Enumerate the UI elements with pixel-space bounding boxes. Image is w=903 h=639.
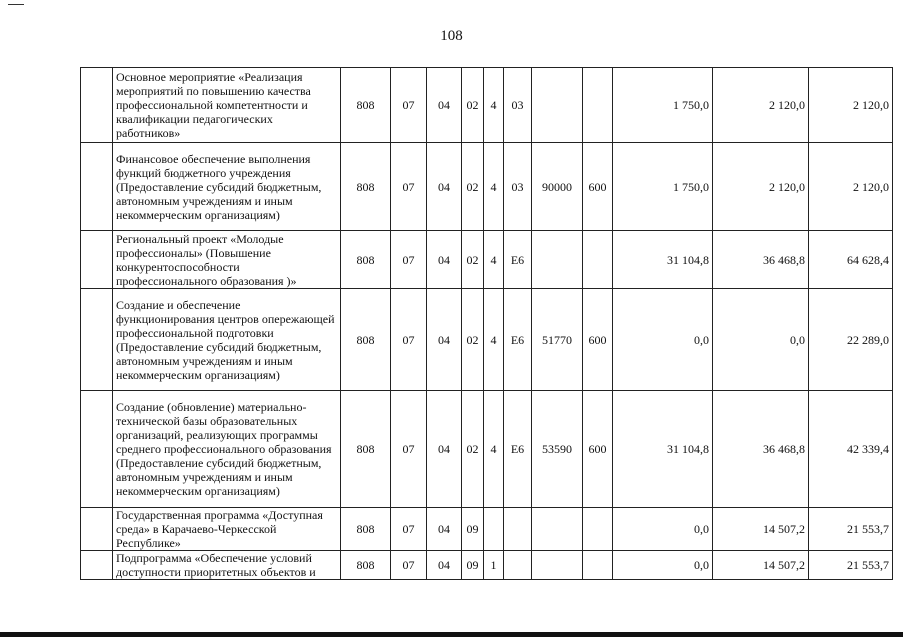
row-index-cell bbox=[81, 551, 113, 580]
cell-amount-1: 1 750,0 bbox=[613, 68, 713, 143]
table-body bbox=[81, 68, 893, 580]
cell-amount-3: 2 120,0 bbox=[809, 68, 893, 143]
cell-name: Создание (обновление) материально-технической базы образовательных организаций, реализующих программы среднего профессионального образования (Предоставление субсидий бюджетным, автономным учреждениям и иным некоммерческим организациям) bbox=[113, 391, 341, 508]
cell-amount-3: 2 120,0 bbox=[809, 143, 893, 231]
cell-amount-2: 36 468,8 bbox=[713, 391, 809, 508]
budget-table bbox=[80, 67, 893, 580]
cell-program: 02 bbox=[462, 391, 484, 508]
cell-subsection: 04 bbox=[427, 68, 462, 143]
cell-expense-type bbox=[583, 68, 613, 143]
cell-name: Региональный проект «Молодые профессионалы» (Повышение конкурентоспособности профессионального образования )» bbox=[113, 231, 341, 289]
cell-amount-3: 21 553,7 bbox=[809, 508, 893, 551]
cell-subprogram: 1 bbox=[484, 551, 504, 580]
cell-ministry: 808 bbox=[341, 289, 391, 391]
cell-program: 02 bbox=[462, 143, 484, 231]
cell-amount-1: 31 104,8 bbox=[613, 391, 713, 508]
cell-amount-3: 42 339,4 bbox=[809, 391, 893, 508]
cell-expense-type: 600 bbox=[583, 143, 613, 231]
cell-amount-2: 36 468,8 bbox=[713, 231, 809, 289]
cell-section: 07 bbox=[391, 143, 427, 231]
row-index-cell bbox=[81, 391, 113, 508]
cell-direction bbox=[532, 68, 583, 143]
cell-name: Основное мероприятие «Реализация мероприятий по повышению качества профессиональной компетентности и квалификации педагогических работников» bbox=[113, 68, 341, 143]
cell-name: Подпрограмма «Обеспечение условий доступности приоритетных объектов и bbox=[113, 551, 341, 580]
cell-direction: 51770 bbox=[532, 289, 583, 391]
table-row bbox=[81, 68, 893, 143]
cell-expense-type bbox=[583, 551, 613, 580]
cell-section: 07 bbox=[391, 508, 427, 551]
cell-ministry: 808 bbox=[341, 143, 391, 231]
table-row bbox=[81, 231, 893, 289]
row-index-cell bbox=[81, 508, 113, 551]
cell-direction: 90000 bbox=[532, 143, 583, 231]
cell-amount-3: 21 553,7 bbox=[809, 551, 893, 580]
cell-direction bbox=[532, 551, 583, 580]
cell-name: Государственная программа «Доступная среда» в Карачаево-Черкесской Республике» bbox=[113, 508, 341, 551]
cell-subprogram bbox=[484, 508, 504, 551]
cell-name: Финансовое обеспечение выполнения функций бюджетного учреждения (Предоставление субсидий бюджетным, автономным учреждениям и иным некоммерческим организациям) bbox=[113, 143, 341, 231]
cell-direction bbox=[532, 231, 583, 289]
cell-section: 07 bbox=[391, 551, 427, 580]
cell-expense-type bbox=[583, 231, 613, 289]
page-number: 108 bbox=[440, 28, 463, 44]
cell-section: 07 bbox=[391, 289, 427, 391]
cell-event bbox=[504, 508, 532, 551]
cell-expense-type: 600 bbox=[583, 391, 613, 508]
bottom-edge-bar bbox=[0, 632, 903, 637]
cell-ministry: 808 bbox=[341, 551, 391, 580]
cell-event: Е6 bbox=[504, 289, 532, 391]
cell-subsection: 04 bbox=[427, 289, 462, 391]
row-index-cell bbox=[81, 143, 113, 231]
row-index-cell bbox=[81, 289, 113, 391]
table-row bbox=[81, 289, 893, 391]
cell-expense-type: 600 bbox=[583, 289, 613, 391]
cell-program: 09 bbox=[462, 508, 484, 551]
table-row bbox=[81, 391, 893, 508]
corner-mark bbox=[8, 4, 24, 5]
cell-amount-2: 0,0 bbox=[713, 289, 809, 391]
cell-section: 07 bbox=[391, 231, 427, 289]
cell-subprogram: 4 bbox=[484, 143, 504, 231]
cell-amount-1: 0,0 bbox=[613, 508, 713, 551]
cell-amount-2: 14 507,2 bbox=[713, 508, 809, 551]
cell-subsection: 04 bbox=[427, 391, 462, 508]
cell-amount-1: 0,0 bbox=[613, 289, 713, 391]
cell-subsection: 04 bbox=[427, 143, 462, 231]
cell-event: 03 bbox=[504, 68, 532, 143]
cell-subsection: 04 bbox=[427, 551, 462, 580]
cell-direction: 53590 bbox=[532, 391, 583, 508]
cell-expense-type bbox=[583, 508, 613, 551]
table-row bbox=[81, 508, 893, 551]
cell-subprogram: 4 bbox=[484, 391, 504, 508]
cell-amount-2: 14 507,2 bbox=[713, 551, 809, 580]
cell-amount-1: 0,0 bbox=[613, 551, 713, 580]
cell-ministry: 808 bbox=[341, 68, 391, 143]
cell-amount-1: 1 750,0 bbox=[613, 143, 713, 231]
cell-amount-2: 2 120,0 bbox=[713, 143, 809, 231]
cell-section: 07 bbox=[391, 391, 427, 508]
cell-event: Е6 bbox=[504, 231, 532, 289]
cell-ministry: 808 bbox=[341, 508, 391, 551]
row-index-cell bbox=[81, 68, 113, 143]
cell-subprogram: 4 bbox=[484, 289, 504, 391]
cell-ministry: 808 bbox=[341, 231, 391, 289]
cell-amount-3: 22 289,0 bbox=[809, 289, 893, 391]
cell-event bbox=[504, 551, 532, 580]
cell-ministry: 808 bbox=[341, 391, 391, 508]
cell-event: Е6 bbox=[504, 391, 532, 508]
cell-program: 02 bbox=[462, 68, 484, 143]
row-index-cell bbox=[81, 231, 113, 289]
cell-event: 03 bbox=[504, 143, 532, 231]
cell-amount-2: 2 120,0 bbox=[713, 68, 809, 143]
cell-subsection: 04 bbox=[427, 508, 462, 551]
cell-program: 02 bbox=[462, 289, 484, 391]
cell-program: 09 bbox=[462, 551, 484, 580]
cell-subprogram: 4 bbox=[484, 231, 504, 289]
cell-program: 02 bbox=[462, 231, 484, 289]
cell-subprogram: 4 bbox=[484, 68, 504, 143]
cell-direction bbox=[532, 508, 583, 551]
table-row bbox=[81, 143, 893, 231]
cell-amount-3: 64 628,4 bbox=[809, 231, 893, 289]
table-row bbox=[81, 551, 893, 580]
cell-subsection: 04 bbox=[427, 231, 462, 289]
cell-section: 07 bbox=[391, 68, 427, 143]
cell-amount-1: 31 104,8 bbox=[613, 231, 713, 289]
cell-name: Создание и обеспечение функционирования центров опережающей профессиональной подготовки (Предоставление субсидий бюджетным, автономным учреждениям и иным некоммерческим организациям) bbox=[113, 289, 341, 391]
